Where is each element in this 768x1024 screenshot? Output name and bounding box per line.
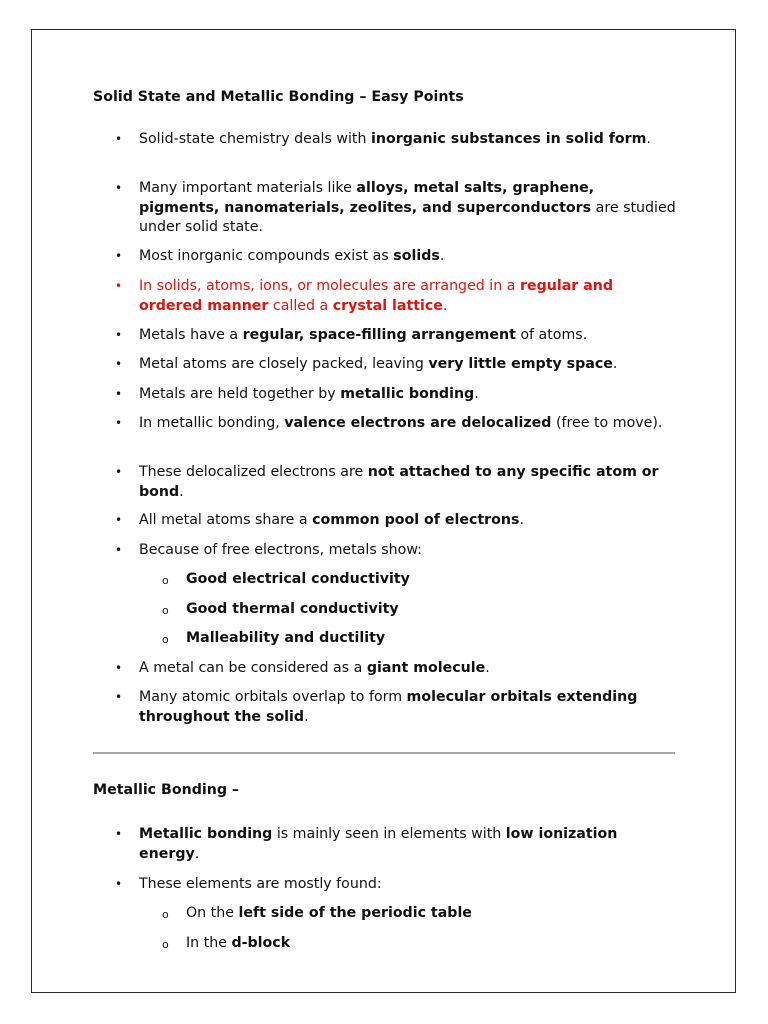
bold-text-run: d-block — [231, 935, 291, 951]
list-item-text — [186, 935, 290, 951]
bold-text-run: left side of the periodic table — [238, 905, 472, 921]
bold-text-run: inorganic substances in solid form — [371, 131, 647, 147]
list-item — [93, 659, 678, 679]
list-item-text — [139, 248, 444, 264]
bold-text-run: common pool of electrons — [312, 512, 520, 528]
list-item-text — [139, 660, 490, 676]
list-item-text — [139, 180, 676, 235]
text-run: These delocalized electrons are — [139, 464, 368, 480]
bullet-marker: • — [115, 661, 123, 675]
text-run: Most inorganic compounds exist as — [139, 248, 394, 264]
text-run: In solids, atoms, ions, or molecules are arranged in a — [139, 278, 520, 294]
list-item-text — [139, 131, 651, 147]
bullet-marker: • — [115, 387, 123, 401]
text-run: Metals are held together by — [139, 386, 341, 402]
list-item — [93, 511, 678, 531]
text-run: . — [612, 356, 618, 372]
text-run: Solid-state chemistry deals with — [139, 131, 372, 147]
text-run: . — [519, 512, 524, 528]
text-run: . — [439, 248, 445, 264]
horizontal-divider — [93, 752, 675, 754]
text-run: Many atomic orbitals overlap to form — [139, 689, 407, 705]
bold-text-run: regular, space-filling arrangement — [242, 327, 516, 343]
text-run: Many important materials like — [139, 180, 357, 196]
sub-bullet-marker: o — [162, 604, 169, 617]
list-item-text — [139, 464, 659, 500]
sub-bullet-marker: o — [162, 574, 169, 587]
bold-text-run: Metallic bonding — [139, 826, 273, 842]
bold-text-run: giant molecule — [366, 660, 486, 676]
list-item-text — [139, 415, 662, 431]
bullet-marker: • — [115, 827, 123, 841]
bold-text-run: Malleability and ductility — [186, 630, 386, 646]
text-run: (free to move). — [551, 415, 663, 431]
bold-text-run: valence electrons are delocalized — [284, 415, 552, 431]
text-run: Metal atoms are closely packed, leaving — [139, 356, 429, 372]
text-run: Metals have a — [139, 327, 243, 343]
bullet-marker: • — [115, 132, 123, 146]
bullet-marker: • — [115, 249, 123, 263]
list-item — [93, 247, 678, 267]
list-item-text — [139, 512, 524, 528]
bullet-marker: • — [115, 357, 123, 371]
section-title: Metallic Bonding – — [93, 782, 240, 798]
text-run: These elements are mostly found: — [139, 876, 382, 892]
sub-list-item — [93, 629, 678, 649]
bullet-marker: • — [115, 543, 123, 557]
list-item-text — [139, 689, 637, 725]
list-item — [93, 326, 678, 346]
list-item — [93, 130, 678, 150]
list-item-text — [186, 571, 410, 587]
list-item — [93, 688, 678, 727]
text-run: In the — [186, 935, 232, 951]
text-run: . — [646, 131, 651, 147]
text-run: All metal atoms share a — [139, 512, 313, 528]
sub-bullet-marker: o — [162, 938, 169, 951]
text-run: are studied under solid state. — [139, 199, 676, 235]
bullet-marker: • — [115, 690, 123, 704]
list-item — [93, 355, 678, 375]
bullet-marker: • — [115, 877, 123, 891]
sub-list-item — [93, 570, 678, 590]
list-item-text — [139, 542, 422, 558]
text-run: In metallic bonding, — [139, 415, 285, 431]
section-title: Solid State and Metallic Bonding – Easy Points — [93, 89, 464, 105]
document-page — [31, 29, 736, 993]
bold-text-run: very little empty space — [428, 356, 613, 372]
text-run: . — [485, 660, 490, 676]
list-item-text — [139, 876, 382, 892]
list-item-text — [139, 278, 613, 314]
list-item — [93, 541, 678, 561]
text-run: . — [179, 483, 184, 500]
bold-text-run: Good thermal conductivity — [186, 601, 399, 617]
sub-list-item — [93, 904, 678, 924]
list-item — [93, 385, 678, 405]
text-run: On the — [186, 905, 239, 921]
list-item — [93, 277, 678, 316]
list-item — [93, 875, 678, 895]
list-item-text — [139, 826, 617, 862]
bold-text-run: metallic bonding — [340, 386, 475, 402]
bold-text-run: alloys, metal salts, graphene, pigments, nanomaterials, zeolites, and superconductors — [139, 180, 595, 216]
text-run: . — [474, 386, 479, 402]
bold-text-run: molecular orbitals extending throughout the solid — [139, 689, 638, 725]
section-metallic-bonding — [93, 781, 678, 951]
text-run: of atoms. — [515, 327, 588, 343]
bold-text-run: Good electrical conductivity — [186, 571, 410, 587]
bullet-marker: • — [115, 328, 123, 342]
text-run: . — [442, 297, 448, 314]
list-item-text — [139, 327, 587, 343]
text-run: called a — [268, 297, 333, 314]
sub-list-item — [93, 934, 678, 954]
list-item-text — [186, 905, 472, 921]
bold-text-run: not attached to any specific atom or bond — [139, 464, 659, 500]
text-run: . — [194, 845, 200, 862]
bullet-marker: • — [115, 279, 123, 293]
bullet-marker: • — [115, 465, 123, 479]
bold-text-run: regular and ordered manner — [139, 278, 614, 314]
list-item-text — [186, 601, 399, 617]
list-item — [93, 825, 678, 864]
bullet-marker: • — [115, 513, 123, 527]
sub-bullet-marker: o — [162, 633, 169, 646]
text-run: A metal can be considered as a — [139, 660, 367, 676]
sub-bullet-marker: o — [162, 908, 169, 921]
section-solid-state — [93, 88, 678, 725]
list-item-text — [139, 386, 479, 402]
list-item — [93, 463, 678, 502]
list-item-text — [186, 630, 385, 646]
bullet-marker: • — [115, 416, 123, 430]
bold-text-run: crystal lattice — [332, 297, 443, 314]
text-run: Because of free electrons, metals show: — [139, 542, 422, 558]
bold-text-run: solids — [393, 248, 440, 264]
bold-text-run: low ionization energy — [139, 826, 618, 862]
list-item — [93, 179, 678, 238]
text-run: . — [304, 708, 309, 725]
text-run: is mainly seen in elements with — [272, 826, 506, 842]
sub-list-item — [93, 600, 678, 620]
list-item-text — [139, 356, 617, 372]
bullet-marker: • — [115, 181, 123, 195]
list-item — [93, 414, 678, 434]
